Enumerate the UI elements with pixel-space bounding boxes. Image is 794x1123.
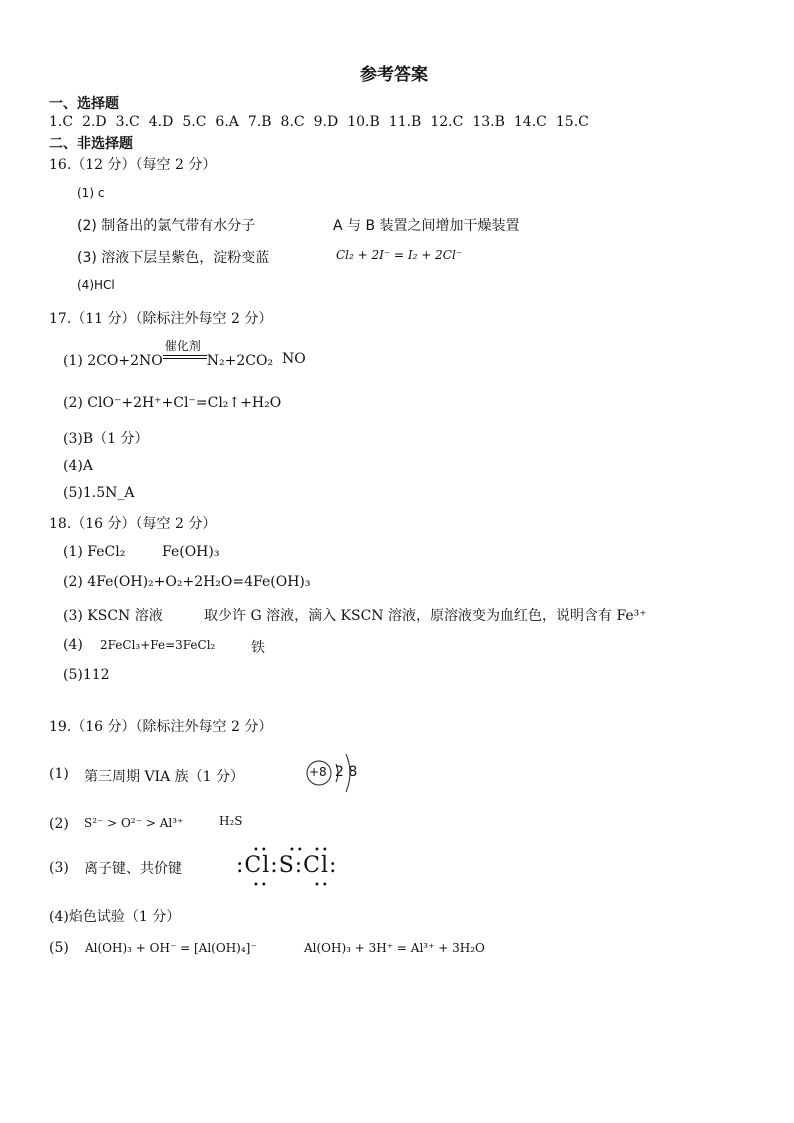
electron-shells: 2 8 [335, 764, 358, 780]
mc-answer: 5.C [182, 114, 207, 130]
q19-answer-3: 离子键、共价键 [84, 861, 182, 877]
q18-answer-3b: 取少许 G 溶液，滴入 KSCN 溶液，原溶液变为血红色，说明含有 Fe³⁺ [204, 608, 647, 624]
q19-header: 19.（16 分）（除标注外每空 2 分） [49, 719, 273, 735]
q16-answer-2b: A 与 B 装置之间增加干燥装置 [333, 218, 520, 234]
q19-answer-1-label: (1) [49, 766, 69, 782]
q16-answer-3: (3) 溶液下层呈紫色，淀粉变蓝 [77, 250, 270, 266]
mc-answer: 7.B [247, 114, 272, 130]
q18-header: 18.（16 分）（每空 2 分） [49, 516, 217, 532]
mc-answer: 11.B [388, 114, 422, 130]
q19-answer-5-label: (5) [49, 940, 69, 956]
q17-answer-5: (5)1.5N_A [63, 485, 135, 501]
q16-answer-2: (2) 制备出的氯气带有水分子 [77, 218, 256, 234]
q19-answer-5-equation-1: Al(OH)₃ + OH⁻ = [Al(OH)₄]⁻ [85, 941, 257, 955]
q19-answer-5-equation-2: Al(OH)₃ + 3H⁺ = Al³⁺ + 3H₂O [304, 941, 485, 955]
lewis-formula: :Cl:S:Cl: [236, 853, 338, 878]
mc-answer: 15.C [555, 114, 589, 130]
mc-answer: 6.A [215, 114, 239, 130]
page-title: 参考答案 [360, 65, 428, 85]
q16-answer-1: (1) c [77, 186, 105, 200]
q19-answer-2b: H₂S [219, 814, 243, 828]
mc-answer-list [49, 114, 598, 130]
mc-answer: 12.C [430, 114, 464, 130]
q17-answer-1-products: N₂+2CO₂ [206, 353, 274, 369]
q16-answer-4: (4)HCl [77, 278, 115, 292]
q17-answer-1-reactants: (1) 2CO+2NO [63, 353, 163, 369]
q19-answer-1: 第三周期 VIA 族（1 分） [84, 769, 245, 785]
q18-answer-5: (5)112 [63, 667, 110, 683]
oxygen-atom-structure-diagram [302, 744, 362, 802]
q17-header: 17.（11 分）（除标注外每空 2 分） [49, 311, 273, 327]
scl2-lewis-structure: •• •• •• :Cl:S:Cl: •• •• [236, 845, 338, 891]
mc-answer: 3.C [115, 114, 140, 130]
q18-answer-2: (2) 4Fe(OH)₂+O₂+2H₂O=4Fe(OH)₃ [63, 574, 311, 590]
q17-answer-3: (3)B（1 分） [63, 431, 149, 447]
section-nonchoice-title: 二、非选择题 [49, 136, 133, 152]
q17-answer-4: (4)A [63, 458, 93, 474]
q19-answer-3-label: (3) [49, 860, 69, 876]
mc-answer: 13.B [472, 114, 505, 130]
q16-header: 16.（12 分）（每空 2 分） [49, 157, 217, 173]
q18-answer-3: (3) KSCN 溶液 [63, 608, 163, 624]
q19-answer-2: S²⁻ > O²⁻ > Al³⁺ [84, 816, 184, 830]
mc-answer: 14.C [513, 114, 547, 130]
q18-answer-4-label: (4) [63, 637, 83, 653]
mc-answer: 10.B [347, 114, 380, 130]
mc-answer: 9.D [313, 114, 339, 130]
q18-answer-4-equation: 2FeCl₃+Fe=3FeCl₂ [100, 638, 216, 652]
catalyst-arrow [163, 339, 207, 365]
section-choice-title: 一、选择题 [49, 96, 119, 112]
q19-answer-2-label: (2) [49, 816, 69, 832]
q17-answer-1b: NO [282, 351, 306, 367]
mc-answer: 1.C [49, 114, 74, 130]
mc-answer: 4.D [148, 114, 174, 130]
mc-answer: 8.C [280, 114, 305, 130]
q16-answer-3-equation: Cl₂ + 2I⁻ = I₂ + 2Cl⁻ [336, 248, 463, 262]
q19-answer-4: (4)焰色试验（1 分） [49, 909, 181, 925]
mc-answer: 2.D [82, 114, 107, 130]
nucleus-charge: +8 [309, 765, 327, 779]
q18-answer-1b: Fe(OH)₃ [162, 544, 220, 560]
catalyst-label: 催化剂 [164, 339, 201, 353]
q18-answer-1: (1) FeCl₂ [63, 544, 126, 560]
q17-answer-2: (2) ClO⁻+2H⁺+Cl⁻=Cl₂↑+H₂O [63, 395, 282, 411]
q17-answer-1 [63, 339, 274, 369]
q18-answer-4b: 铁 [251, 640, 265, 656]
